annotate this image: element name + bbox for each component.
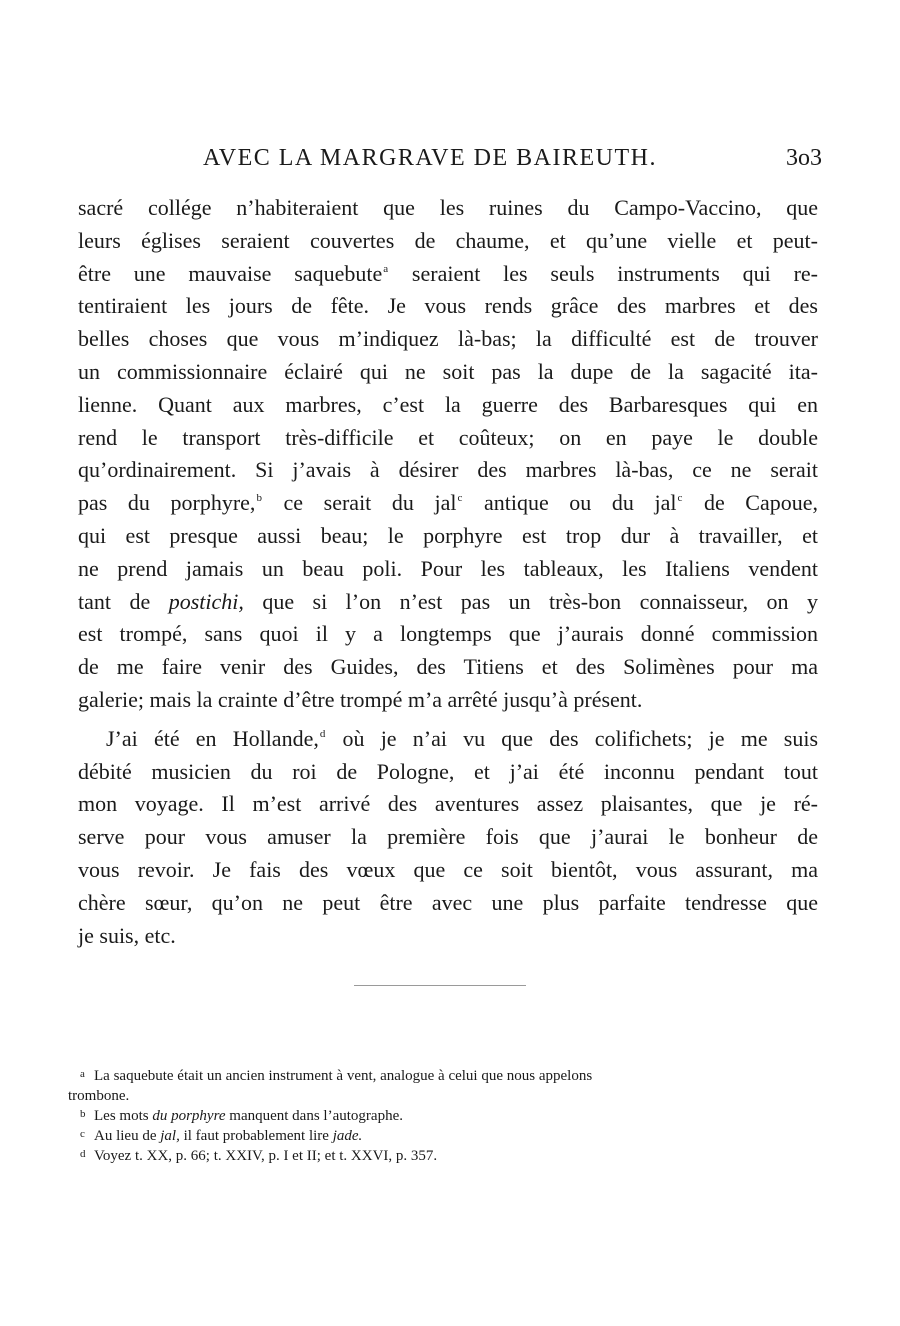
text-run: J’ai été en Hollande, [106, 725, 319, 751]
footnote-ref-b: b [256, 492, 262, 505]
footnote-ref-c: c [457, 492, 463, 505]
footnote-italic: du porphyre [152, 1108, 226, 1124]
body-line: tentiraient les jours de fête. Je vous rends grâce des marbres et des [78, 293, 818, 319]
body-line: qui est presque aussi beau; le porphyre est trop dur à travailler, et [78, 522, 818, 548]
body-line: galerie; mais la crainte d’être trompé m’a arrêté jusqu’à présent. [78, 686, 643, 712]
body-line: leurs églises seraient couvertes de chaume, et qu’une vielle et peut- [78, 227, 818, 253]
body-line: débité musicien du roi de Pologne, et j’ai été inconnu pendant tout [78, 758, 818, 784]
body-line [78, 586, 818, 619]
body-line: qu’ordinairement. Si j’avais à désirer des marbres là-bas, ce ne serait [78, 457, 818, 483]
body-line: est trompé, sans quoi il y a longtemps que j’aurais donné commission [78, 621, 818, 647]
footnote-text: Au lieu de [94, 1128, 161, 1144]
footnote-mark: a [80, 1068, 85, 1080]
footnote-a [68, 1066, 810, 1086]
body-line [78, 487, 818, 520]
footnote-b [68, 1106, 810, 1126]
body-line: serve pour vous amuser la première fois que j’aurai le bonheur de [78, 824, 818, 850]
body-line: rend le transport très-difficile et coûteux; on en paye le double [78, 424, 818, 450]
footnote-c [68, 1126, 810, 1146]
text-run: que si l’on n’est pas un très-bon connaisseur, on y [243, 588, 818, 614]
footnote-ref-a: a [383, 262, 389, 275]
footnotes [68, 1066, 810, 1166]
body-line: je suis, etc. [78, 922, 176, 948]
text-run: pas du porphyre, [78, 490, 256, 516]
body-line: ne prend jamais un beau poli. Pour les tableaux, les Italiens vendent [78, 555, 818, 581]
footnote-mark: b [80, 1108, 86, 1120]
body-line: vous revoir. Je fais des vœux que ce soit bientôt, vous assurant, ma [78, 856, 818, 882]
text-run: antique ou du jal [463, 490, 677, 516]
text-run: seraient les seuls instruments qui re- [389, 260, 819, 286]
footnote-text: Voyez t. XX, p. 66; t. XXIV, p. I et II; et t. XXVI, p. 357. [94, 1148, 438, 1164]
running-header [78, 145, 822, 177]
footnote-italic: jade. [332, 1128, 363, 1144]
footnote-d [68, 1146, 810, 1166]
text-run: de Capoue, [683, 490, 819, 516]
section-divider [354, 985, 526, 986]
letter-body [78, 192, 818, 952]
body-line: un commissionnaire éclairé qui ne soit pas la dupe de la sagacité ita- [78, 358, 818, 384]
footnote-text: manquent dans l’autographe. [225, 1108, 403, 1124]
footnote-mark: d [80, 1148, 86, 1160]
page-number: 3o3 [786, 145, 822, 171]
footnote-ref-d: d [319, 727, 326, 740]
text-run: où je n’ai vu que des colifichets; je me suis [326, 725, 819, 751]
text-run: tant de [78, 588, 169, 614]
footnote-text: il faut probablement lire [179, 1128, 333, 1144]
body-line: de me faire venir des Guides, des Titiens et des Solimènes pour ma [78, 654, 818, 680]
body-line: belles choses que vous m’indiquez là-bas; la difficulté est de trouver [78, 326, 818, 352]
running-title: AVEC LA MARGRAVE DE BAIREUTH. [203, 145, 657, 171]
footnote-text: Les mots [94, 1108, 153, 1124]
body-line [78, 723, 818, 756]
body-line [78, 258, 818, 291]
footnote-text: trombone. [68, 1088, 130, 1104]
text-run: ce serait du jal [262, 490, 457, 516]
body-line: mon voyage. Il m’est arrivé des aventures assez plaisantes, que je ré- [78, 791, 818, 817]
body-line: sacré collége n’habiteraient que les ruines du Campo-Vaccino, que [78, 195, 818, 220]
footnote-mark: c [80, 1128, 85, 1140]
footnote-italic: jal, [160, 1128, 180, 1144]
footnote-text: La saquebute était un ancien instrument à vent, analogue à celui que nous appelons [94, 1068, 593, 1084]
italic-word: postichi, [168, 588, 244, 614]
footnote-ref-c: c [677, 492, 683, 505]
body-line: chère sœur, qu’on ne peut être avec une plus parfaite tendresse que [78, 889, 818, 915]
text-run: être une mauvaise saquebute [78, 260, 383, 286]
body-line: lienne. Quant aux marbres, c’est la guerre des Barbaresques qui en [78, 391, 818, 417]
footnote-a-continuation [68, 1086, 810, 1106]
